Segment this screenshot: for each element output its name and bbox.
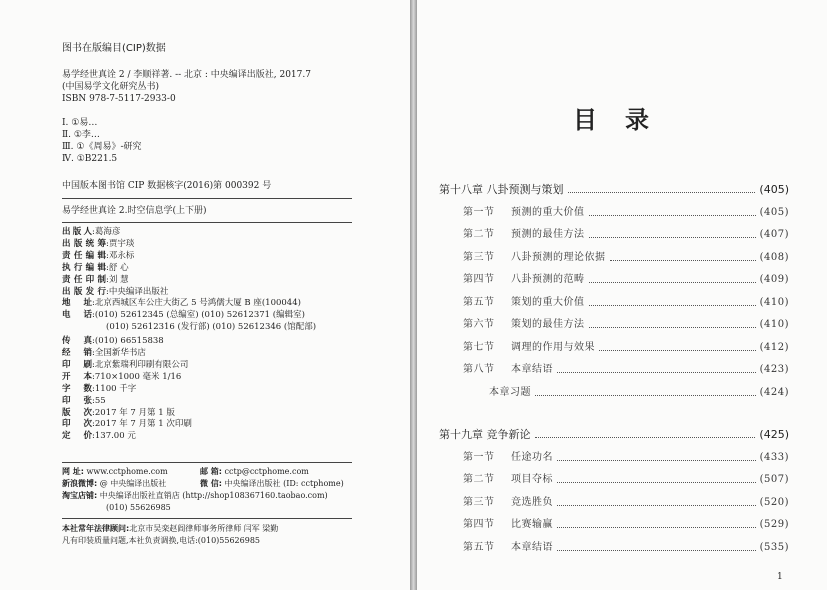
pub-info-row: 出版发行:中央编译出版社 bbox=[62, 286, 169, 297]
pub-info-value: 全国新华书店 bbox=[94, 348, 146, 358]
pub-info-value: 710×1000 毫米 1/16 bbox=[94, 371, 182, 382]
quality-note: 凡有印装质量问题,本社负责调换,电话:(010)55626985 bbox=[62, 536, 261, 545]
leader-dots bbox=[589, 318, 756, 328]
contact-web: 网 址: www.cctphome.com bbox=[62, 467, 168, 476]
pub-info-label: 版次 bbox=[62, 407, 92, 418]
pub-info-value: (010) 66515838 bbox=[94, 336, 164, 347]
section-title: 策划的最佳方法 bbox=[511, 319, 585, 330]
toc-section bbox=[463, 363, 789, 377]
leader-dots bbox=[557, 363, 756, 373]
pub-info-value: 中央编译出版社 bbox=[108, 286, 169, 297]
section-label bbox=[463, 228, 585, 242]
leader-dots bbox=[589, 296, 756, 306]
section-label bbox=[463, 341, 595, 355]
pub-info-value: 北京西城区车公庄大街乙 5 号鸿儒大厦 B 座(100044) bbox=[94, 298, 301, 309]
toc-title: 目 录 bbox=[573, 105, 649, 134]
pub-info-label: 印刷 bbox=[62, 359, 92, 370]
legal-counsel: 本社常年法律顾问:北京市吴栾赵阎律师事务所律师 闫军 梁勤 bbox=[62, 524, 279, 533]
section-number: 第六节 bbox=[463, 319, 495, 330]
toc-section bbox=[463, 228, 789, 242]
leader-dots bbox=[589, 273, 756, 283]
section-label bbox=[463, 518, 553, 532]
leader-dots bbox=[557, 451, 756, 461]
pub-info-row: 字数:1100 千字 bbox=[62, 383, 137, 394]
section-page: (507) bbox=[759, 474, 789, 485]
section-page: (535) bbox=[759, 541, 789, 553]
cip-title: 图书在版编目(CIP)数据 bbox=[62, 43, 166, 54]
pub-info-label: 印张 bbox=[62, 395, 92, 406]
section-label bbox=[463, 473, 553, 487]
section-page: (423) bbox=[759, 364, 789, 375]
pub-info-row bbox=[62, 322, 316, 333]
class-line: Ⅳ. ①B221.5 bbox=[62, 154, 118, 164]
leader-dots bbox=[610, 251, 756, 261]
section-label bbox=[463, 206, 585, 220]
pub-info-row: 印张:55 bbox=[62, 395, 106, 406]
section-number: 第三节 bbox=[463, 251, 495, 263]
pub-info-row: 出版人:葛海彦 bbox=[62, 227, 121, 237]
section-title: 预测的最佳方法 bbox=[511, 229, 585, 240]
pub-info-value: 55 bbox=[94, 395, 106, 406]
pub-info-row: 传真:(010) 66515838 bbox=[62, 336, 164, 347]
toc-chapter bbox=[439, 183, 789, 197]
chapter-title: 第十八章 八卦预测与策划 bbox=[439, 183, 564, 196]
pub-info-value: (010) 52612345 (总编室) (010) 52612371 (编辑室) bbox=[94, 310, 305, 321]
pub-info-label: 电话 bbox=[62, 310, 92, 321]
pub-info-label: 责任印制 bbox=[62, 274, 106, 285]
section-page: (433) bbox=[759, 451, 789, 463]
section-title: 本章结语 bbox=[511, 364, 553, 375]
exercise-title: 本章习题 bbox=[489, 386, 531, 398]
toc-section bbox=[463, 473, 789, 487]
contact-wechat: 微 信: 中央编译出版社 (ID: cctphome) bbox=[200, 479, 344, 488]
section-page: (405) bbox=[759, 206, 789, 218]
pub-info-row: 定价:137.00 元 bbox=[62, 431, 136, 442]
pub-info-value: 1100 千字 bbox=[94, 383, 137, 394]
class-line: Ⅲ. ①《周易》-研究 bbox=[62, 142, 142, 152]
pub-info-row: 电话:(010) 52612345 (总编室) (010) 52612371 (编辑室) bbox=[62, 310, 305, 321]
toc-section bbox=[463, 206, 789, 220]
contact-email: 邮 箱: cctp@cctphome.com bbox=[200, 467, 309, 476]
section-title: 本章结语 bbox=[511, 541, 553, 553]
section-title: 项目夺标 bbox=[511, 474, 553, 485]
pub-info-value: 北京紫瑞利印刷有限公司 bbox=[94, 359, 189, 370]
section-number: 第二节 bbox=[463, 474, 495, 485]
pub-info-value: 舒 心 bbox=[108, 262, 129, 273]
section-number: 第一节 bbox=[463, 451, 495, 463]
section-label bbox=[463, 363, 553, 377]
leader-dots bbox=[589, 228, 756, 238]
section-number: 第七节 bbox=[463, 341, 495, 353]
section-page: (410) bbox=[759, 319, 789, 330]
toc-section bbox=[463, 251, 789, 265]
cip-line: ISBN 978-7-5117-2933-0 bbox=[62, 94, 176, 104]
leader-dots bbox=[535, 386, 756, 396]
pub-info-label: 定价 bbox=[62, 431, 92, 442]
pub-info-value: 贾宇琰 bbox=[108, 238, 135, 249]
pub-info-label: 出版统筹 bbox=[62, 238, 106, 249]
section-label bbox=[463, 296, 585, 310]
class-line: Ⅰ. ①易… bbox=[62, 118, 98, 128]
pub-info-row: 印次:2017 年 7 月第 1 次印刷 bbox=[62, 419, 192, 430]
pub-info-value: 2017 年 7 月第 1 版 bbox=[94, 407, 175, 418]
section-number: 第八节 bbox=[463, 364, 495, 375]
section-page: (520) bbox=[759, 496, 789, 508]
section-label bbox=[463, 273, 585, 287]
pub-info-row: 印刷:北京紫瑞利印刷有限公司 bbox=[62, 359, 189, 370]
pub-info-row: 执行编辑:舒 心 bbox=[62, 262, 129, 273]
pub-info-value: 137.00 元 bbox=[94, 431, 136, 442]
section-page: (412) bbox=[759, 341, 789, 353]
pub-info-value: 2017 年 7 月第 1 次印刷 bbox=[94, 419, 192, 430]
leader-dots bbox=[557, 473, 756, 483]
cip-line: 易学经世真诠 2 / 李顺祥著. -- 北京 : 中央编译出版社, 2017.7 bbox=[62, 70, 311, 80]
cip-number: 中国版本图书馆 CIP 数据核字(2016)第 000392 号 bbox=[62, 181, 272, 191]
pub-info-label: 经销 bbox=[62, 348, 92, 358]
section-title: 策划的重大价值 bbox=[511, 296, 585, 308]
section-label bbox=[463, 251, 606, 265]
page-number: 1 bbox=[777, 572, 783, 582]
section-title: 预测的重大价值 bbox=[511, 206, 585, 218]
divider bbox=[62, 222, 352, 223]
toc-section bbox=[463, 496, 789, 510]
pub-info-value: 邓永标 bbox=[108, 250, 135, 261]
contact-taobao-phone: (010) 55626985 bbox=[106, 503, 171, 512]
leader-dots bbox=[535, 428, 756, 438]
section-title: 调理的作用与效果 bbox=[511, 341, 595, 353]
section-page: (409) bbox=[759, 274, 789, 285]
section-page: (407) bbox=[759, 229, 789, 240]
pub-info-row: 责任编辑:邓永标 bbox=[62, 250, 135, 261]
section-title: 任途功名 bbox=[511, 451, 553, 463]
pub-info-row: 责任印制:刘 慧 bbox=[62, 274, 129, 285]
chapter-page: (405) bbox=[759, 183, 789, 196]
toc-section bbox=[463, 451, 789, 465]
toc-section bbox=[463, 296, 789, 310]
divider bbox=[62, 198, 352, 199]
toc-chapter bbox=[439, 428, 789, 442]
leader-dots bbox=[557, 541, 756, 551]
toc-section bbox=[463, 273, 789, 287]
chapter-title: 第十九章 竞争新论 bbox=[439, 428, 531, 441]
pub-info-row: 开本:710×1000 毫米 1/16 bbox=[62, 371, 182, 382]
section-title: 竞选胜负 bbox=[511, 496, 553, 508]
pub-info-label: 传真 bbox=[62, 336, 92, 347]
section-number: 第三节 bbox=[463, 496, 495, 508]
book-spine bbox=[410, 0, 417, 590]
pub-info-label: 地址 bbox=[62, 298, 92, 309]
toc-exercise bbox=[489, 386, 789, 400]
pub-info-label: 字数 bbox=[62, 383, 92, 394]
pub-info-label: 出版人 bbox=[62, 227, 92, 237]
section-number: 第四节 bbox=[463, 519, 495, 530]
divider bbox=[62, 462, 352, 463]
section-page: (408) bbox=[759, 251, 789, 263]
section-page: (529) bbox=[759, 519, 789, 530]
pub-info-label: 印次 bbox=[62, 419, 92, 430]
section-label bbox=[463, 451, 553, 465]
left-page bbox=[0, 0, 410, 590]
section-label bbox=[463, 541, 553, 555]
section-label bbox=[463, 496, 553, 510]
toc-section bbox=[463, 518, 789, 532]
section-title: 八卦预测的范畴 bbox=[511, 274, 585, 285]
toc-section bbox=[463, 318, 789, 332]
pub-info-row: 经销:全国新华书店 bbox=[62, 348, 146, 358]
leader-dots bbox=[568, 183, 756, 193]
leader-dots bbox=[599, 341, 756, 351]
section-number: 第四节 bbox=[463, 274, 495, 285]
section-number: 第五节 bbox=[463, 296, 495, 308]
pub-info-row: 出版统筹:贾宇琰 bbox=[62, 238, 135, 249]
pub-info-row: 地址:北京西城区车公庄大街乙 5 号鸿儒大厦 B 座(100044) bbox=[62, 298, 301, 309]
pub-info-label: 执行编辑 bbox=[62, 262, 106, 273]
section-number: 第一节 bbox=[463, 206, 495, 218]
pub-info-label: 责任编辑 bbox=[62, 250, 106, 261]
pub-info-label: 出版发行 bbox=[62, 286, 106, 297]
pub-info-row: 版次:2017 年 7 月第 1 版 bbox=[62, 407, 175, 418]
section-number: 第二节 bbox=[463, 229, 495, 240]
cip-line: (中国易学文化研究丛书) bbox=[62, 82, 160, 92]
pub-info-label: 开本 bbox=[62, 371, 92, 382]
class-line: Ⅱ. ①李… bbox=[62, 130, 100, 140]
pub-info-value: 葛海彦 bbox=[94, 227, 121, 237]
pub-info-value: (010) 52612316 (发行部) (010) 52612346 (馆配部) bbox=[106, 322, 317, 333]
section-title: 八卦预测的理论依据 bbox=[511, 251, 606, 263]
section-title: 比赛输赢 bbox=[511, 519, 553, 530]
right-page bbox=[417, 0, 827, 590]
leader-dots bbox=[589, 206, 756, 216]
leader-dots bbox=[557, 496, 756, 506]
book-title: 易学经世真诠 2.时空信息学(上下册) bbox=[62, 206, 207, 216]
chapter-page: (425) bbox=[759, 428, 789, 441]
contact-taobao: 淘宝店铺: 中央编译出版社直销店 (http://shop108367160.taobao.com) bbox=[62, 491, 328, 500]
toc-section bbox=[463, 341, 789, 355]
section-page: (410) bbox=[759, 296, 789, 308]
leader-dots bbox=[557, 518, 756, 528]
divider bbox=[62, 518, 352, 519]
pub-info-value: 刘 慧 bbox=[108, 274, 129, 285]
section-label bbox=[463, 318, 585, 332]
exercise-page: (424) bbox=[759, 386, 789, 398]
contact-weibo: 新浪微博: @ 中央编译出版社 bbox=[62, 479, 167, 488]
section-number: 第五节 bbox=[463, 541, 495, 553]
toc-section bbox=[463, 541, 789, 555]
